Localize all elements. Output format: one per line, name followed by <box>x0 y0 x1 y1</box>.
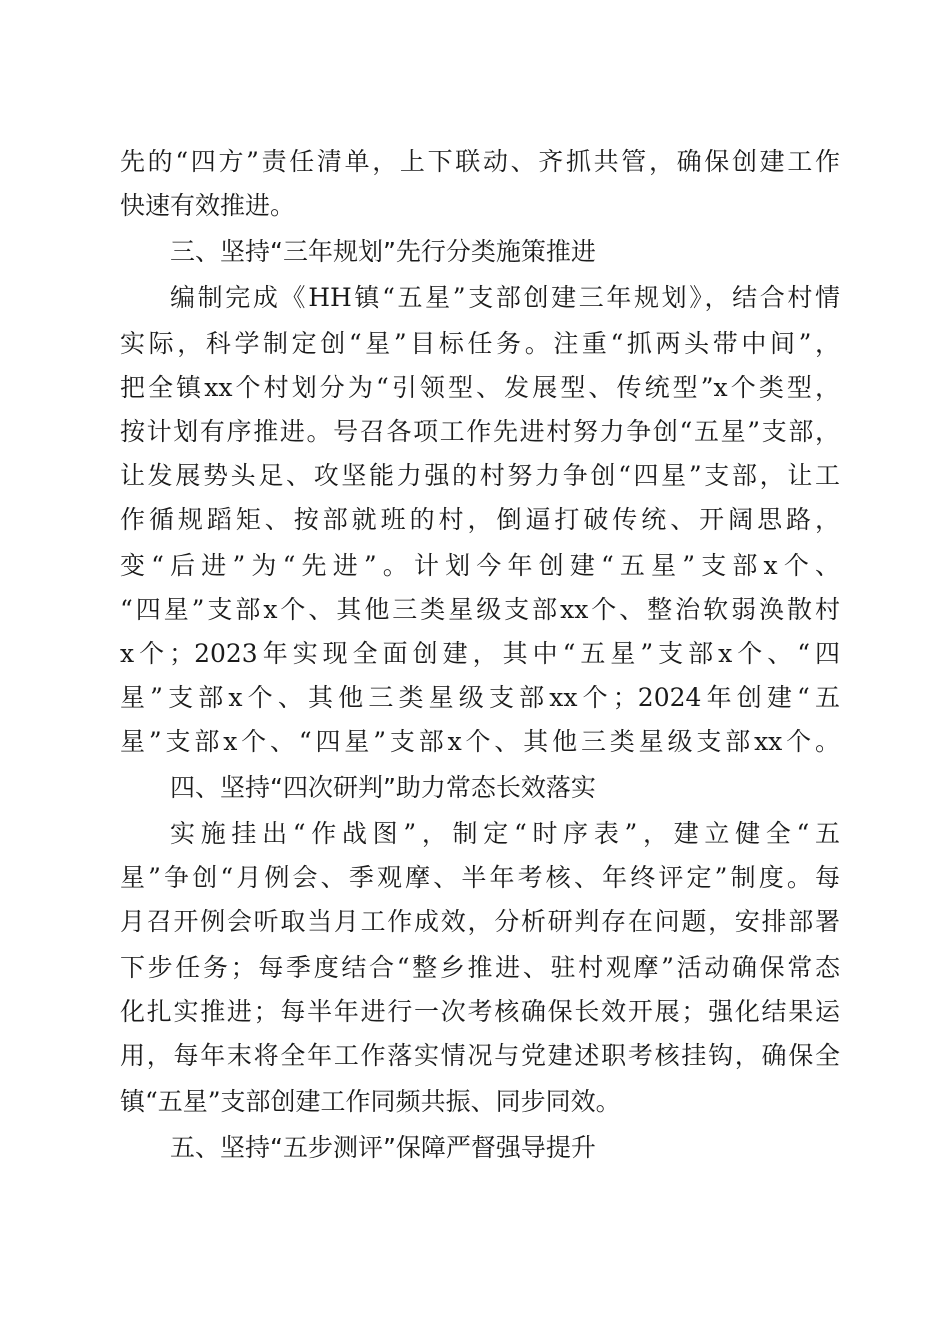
section-heading-5: 五、坚持“五步测评”保障严督强导提升 <box>170 1133 596 1162</box>
paragraph-line: 实施挂出“作战图”，制定“时序表”，建立健全“五 <box>170 819 840 848</box>
paragraph-line: 让发展势头足、攻坚能力强的村努力争创“四星”支部，让工 <box>120 461 840 490</box>
paragraph-line: 镇“五星”支部创建工作同频共振、同步同效。 <box>120 1087 621 1116</box>
paragraph-line: 快速有效推进。 <box>120 191 296 220</box>
paragraph-line: 变“后进”为“先进”。计划今年创建“五星”支部x个、 <box>120 551 840 580</box>
paragraph-line: x个；2023年实现全面创建，其中“五星”支部x个、“四 <box>120 639 840 668</box>
paragraph-line: 星”支部x个、其他三类星级支部xx个；2024年创建“五 <box>120 683 840 712</box>
section-heading-4: 四、坚持“四次研判”助力常态长效落实 <box>170 773 596 802</box>
paragraph-line: 用，每年末将全年工作落实情况与党建述职考核挂钩，确保全 <box>120 1041 840 1070</box>
paragraph-line: 作循规蹈矩、按部就班的村，倒逼打破传统、开阔思路， <box>120 505 840 534</box>
paragraph-line: 星”支部x个、“四星”支部x个、其他三类星级支部xx个。 <box>120 727 840 756</box>
paragraph-line: 编制完成《HH镇“五星”支部创建三年规划》，结合村情 <box>170 283 840 312</box>
paragraph-line: 下步任务；每季度结合“整乡推进、驻村观摩”活动确保常态 <box>120 953 840 982</box>
paragraph-line: “四星”支部x个、其他三类星级支部xx个、整治软弱涣散村 <box>120 595 840 624</box>
paragraph-line: 星”争创“月例会、季观摩、半年考核、年终评定”制度。每 <box>120 863 840 892</box>
section-heading-3: 三、坚持“三年规划”先行分类施策推进 <box>170 237 596 266</box>
paragraph-line: 按计划有序推进。号召各项工作先进村努力争创“五星”支部， <box>120 417 840 446</box>
paragraph-line: 化扎实推进；每半年进行一次考核确保长效开展；强化结果运 <box>120 997 840 1026</box>
paragraph-line: 月召开例会听取当月工作成效，分析研判存在问题，安排部署 <box>120 907 840 936</box>
paragraph-line: 把全镇xx个村划分为“引领型、发展型、传统型”x个类型， <box>120 373 840 402</box>
paragraph-line: 先的“四方”责任清单，上下联动、齐抓共管，确保创建工作 <box>120 147 840 176</box>
paragraph-line: 实际，科学制定创“星”目标任务。注重“抓两头带中间”， <box>120 329 840 358</box>
